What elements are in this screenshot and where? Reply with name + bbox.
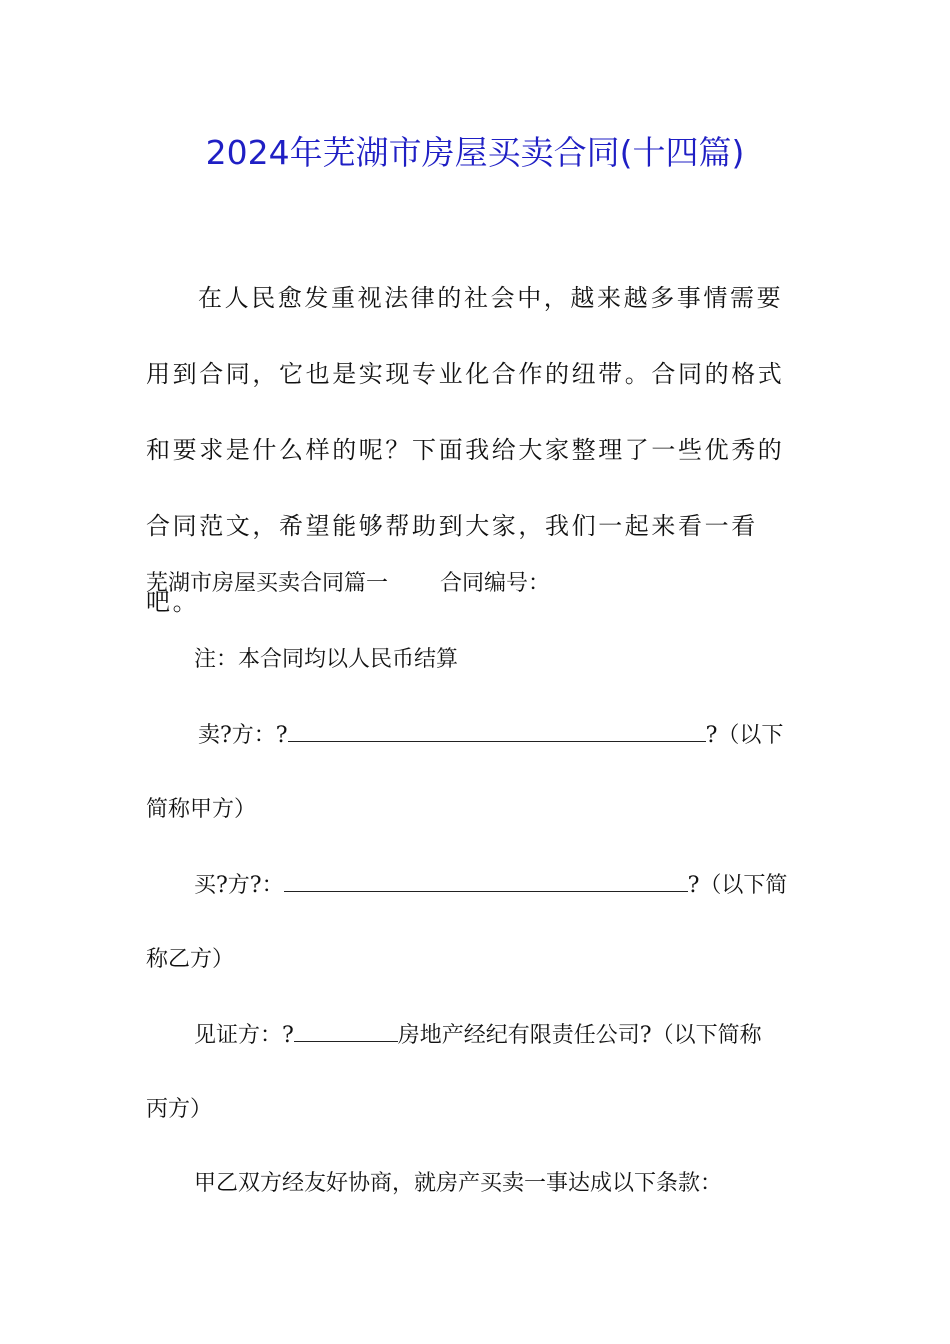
witness-blank — [294, 1019, 398, 1042]
section-heading: 芜湖市房屋买卖合同篇一 — [146, 571, 389, 596]
seller-blank — [288, 719, 706, 742]
buyer-line — [194, 866, 787, 906]
seller-suffix: ?（以下 — [705, 723, 784, 748]
witness-label: 见证方：? — [194, 1023, 294, 1048]
seller-continuation: 简称甲方） — [146, 797, 257, 822]
witness-line — [194, 1016, 762, 1056]
contract-number-label: 合同编号： — [440, 571, 551, 596]
seller-line — [198, 716, 783, 756]
buyer-suffix: ?（以下简 — [687, 873, 788, 898]
currency-note: 注：本合同均以人民币结算 — [194, 647, 459, 672]
intro-paragraph: 在人民愈发重视法律的社会中，越来越多事情需要用到合同，它也是实现专业化合作的纽带。合同的格式和要求是什么样的呢？下面我给大家整理了一些优秀的合同范文，希望能够帮助到大家，我们一起来看一看吧。 — [146, 284, 785, 616]
agreement-line: 甲乙双方经友好协商，就房产买卖一事达成以下条款： — [194, 1171, 723, 1196]
buyer-continuation: 称乙方） — [146, 947, 235, 972]
witness-suffix: 房地产经纪有限责任公司?（以下简称 — [397, 1023, 762, 1048]
witness-continuation: 丙方） — [146, 1097, 213, 1122]
seller-label: 卖?方：? — [198, 723, 288, 748]
buyer-blank — [284, 869, 688, 892]
buyer-label: 买?方?： — [194, 873, 284, 898]
section-heading-line — [146, 564, 550, 604]
document-title: 2024年芜湖市房屋买卖合同(十四篇) — [205, 133, 745, 172]
